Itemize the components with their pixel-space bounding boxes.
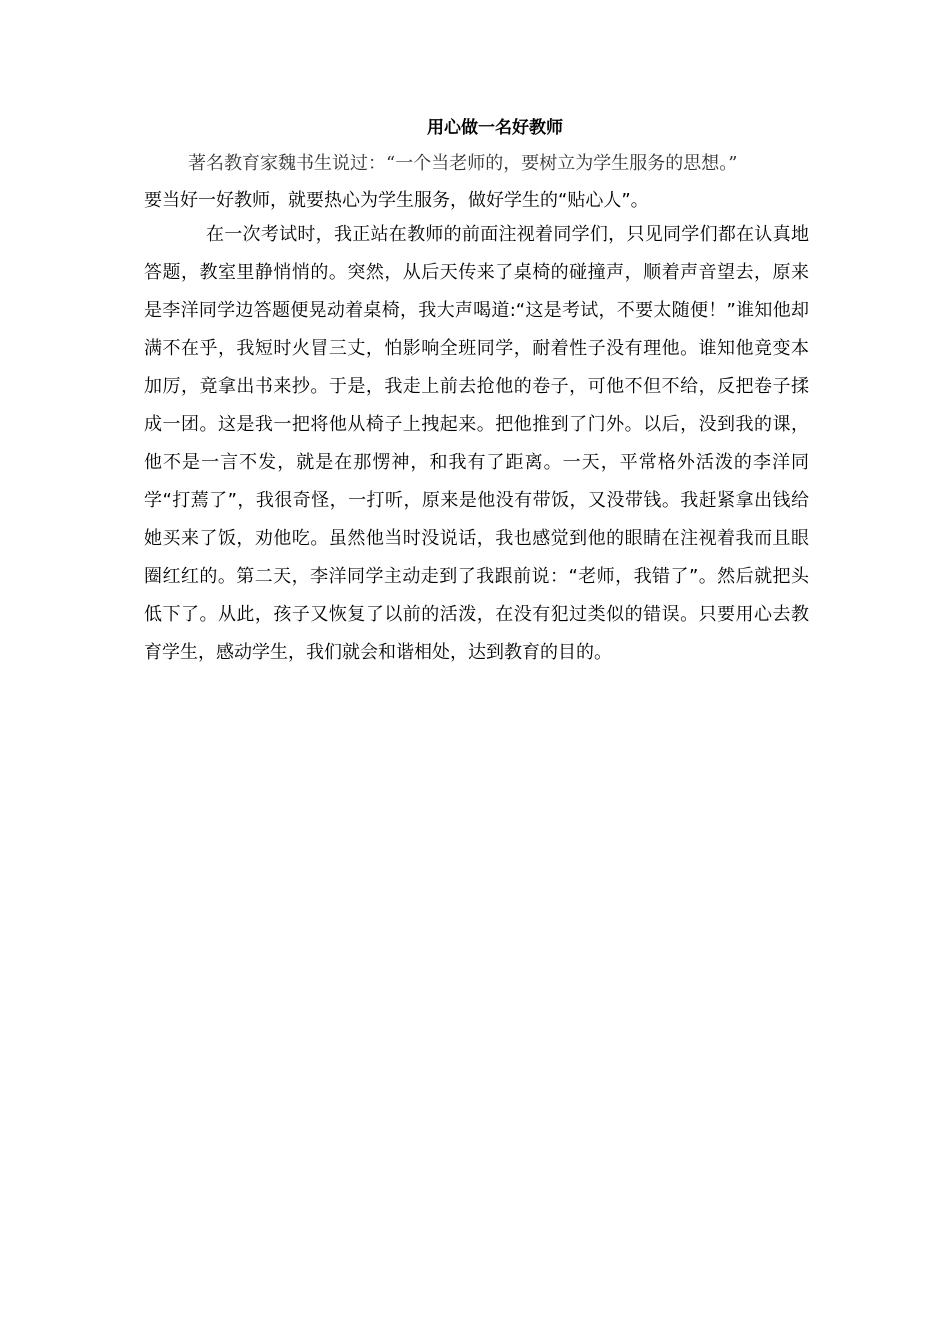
intro-conclusion: 要当好一好教师，就要热心为学生服务，做好学生的“贴心人”。 <box>144 190 649 211</box>
quote-text: 著名教育家魏书生说过：“一个当老师的，要树立为学生服务的思想。” <box>188 153 738 174</box>
paragraph-story: 在一次考试时，我正站在教师的前面注视着同学们，只见同学们都在认真地答题，教室里静悄悄的。突然，从后天传来了桌椅的碰撞声，顺着声音望去，原来是李洋同学边答题便晃动着桌椅，我大声喝道:“这是考试，不要太随便！”谁知他却满不在乎，我短时火冒三丈，怕影响全班同学，耐着性子没有理他。谁知他竟变本加厉，竟拿出书来抄。于是，我走上前去抢他的卷子，可他不但不给，反把卷子揉成一团。这是我一把将他从椅子上拽起来。把他推到了门外。以后，没到我的课，他不是一言不发，就是在那愣神，和我有了距离。一天，平常格外活泼的李洋同学“打蔫了”，我很奇怪，一打听，原来是他没有带饭，又没带钱。我赶紧拿出钱给她买来了饭，劝他吃。虽然他当时没说话，我也感觉到他的眼睛在注视着我而且眼圈红红的。第二天，李洋同学主动走到了我跟前说：“老师，我错了”。然后就把头低下了。从此，孩子又恢复了以前的活泼，在没有犯过类似的错误。只要用心去教育学生，感动学生，我们就会和谐相处，达到教育的目的。 <box>144 224 809 663</box>
paragraph-intro <box>144 145 809 219</box>
document-title: 用心做一名好教师 <box>427 118 563 138</box>
